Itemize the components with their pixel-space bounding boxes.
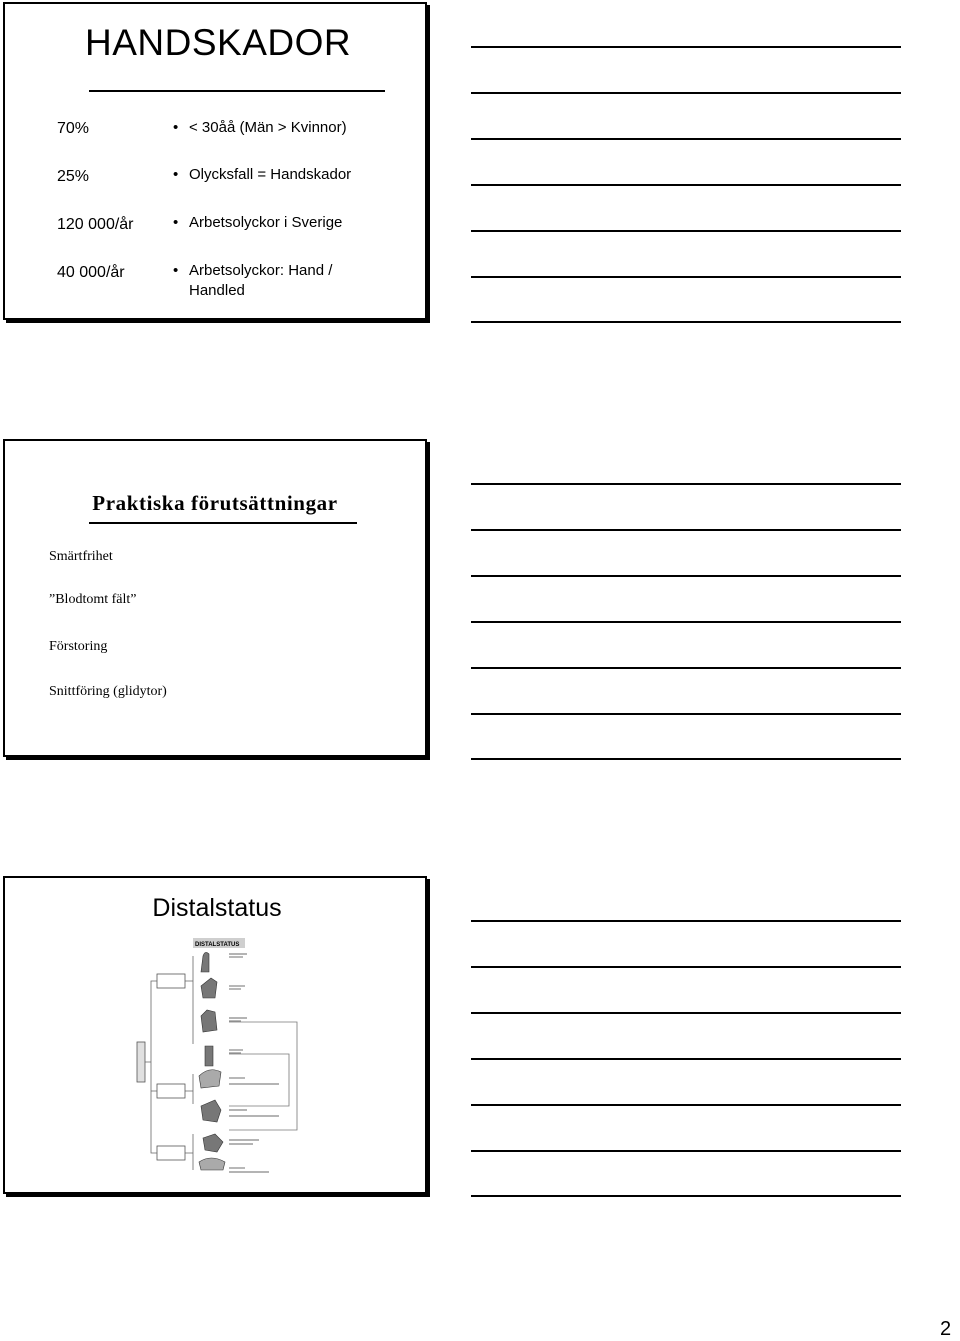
note-line (471, 621, 901, 623)
title-underline (89, 90, 385, 92)
hand-illustration (201, 952, 209, 972)
bullet-text-continued: Handled (189, 282, 245, 299)
note-line (471, 321, 901, 323)
note-line (471, 276, 901, 278)
page-number: 2 (940, 1318, 952, 1340)
note-line (471, 1195, 901, 1197)
diagram-side-label-box (137, 1042, 145, 1082)
list-item: Smärtfrihet (49, 549, 113, 564)
note-line (471, 575, 901, 577)
bullet-text: < 30åå (Män > Kvinnor) (189, 119, 347, 136)
note-line (471, 758, 901, 760)
slide-distalstatus (3, 876, 427, 1194)
note-line (471, 1104, 901, 1106)
stat-value: 120 000/år (57, 216, 134, 233)
note-line (471, 920, 901, 922)
hand-illustration (199, 1158, 225, 1170)
stat-value: 70% (57, 120, 90, 137)
diagram-box (157, 1084, 185, 1098)
bullet-icon: • (173, 262, 179, 279)
hand-illustration (199, 1070, 221, 1088)
slide-handskador (3, 2, 427, 320)
hand-illustration (205, 1046, 213, 1066)
note-line (471, 966, 901, 968)
diagram-connector (229, 1022, 297, 1130)
bullet-text: Arbetsolyckor: Hand / (189, 262, 333, 279)
list-item: Snittföring (glidytor) (49, 684, 167, 699)
note-line (471, 230, 901, 232)
hand-illustration (201, 1100, 221, 1122)
diagram-box (157, 1146, 185, 1160)
note-line (471, 138, 901, 140)
slide-title: HANDSKADOR (85, 22, 352, 63)
diagram-heading: DISTALSTATUS (195, 942, 240, 948)
bullet-icon: • (173, 166, 179, 183)
list-item: ”Blodtomt fält” (49, 592, 137, 607)
stat-value: 25% (57, 168, 90, 185)
stat-value: 40 000/år (57, 264, 125, 281)
title-underline (89, 522, 357, 524)
list-item: Förstoring (49, 639, 108, 654)
note-line (471, 1058, 901, 1060)
hand-illustration (201, 1010, 217, 1032)
slide-title: Praktiska förutsättningar (92, 491, 338, 515)
note-line (471, 483, 901, 485)
note-line (471, 529, 901, 531)
diagram-connector (145, 981, 157, 1153)
bullet-text: Olycksfall = Handskador (189, 166, 352, 183)
bullet-icon: • (173, 119, 179, 136)
note-line (471, 1012, 901, 1014)
distalstatus-diagram (129, 934, 305, 1178)
note-line (471, 1150, 901, 1152)
hand-illustration (203, 1134, 223, 1152)
diagram-box (157, 974, 185, 988)
note-line (471, 92, 901, 94)
diagram-connector (185, 956, 193, 1170)
note-line (471, 46, 901, 48)
slide-praktiska-forutsattningar (3, 439, 427, 757)
note-line (471, 667, 901, 669)
hand-illustration (201, 978, 217, 998)
bullet-icon: • (173, 214, 179, 231)
note-line (471, 184, 901, 186)
bullet-text: Arbetsolyckor i Sverige (189, 214, 343, 231)
note-line (471, 713, 901, 715)
slide-title: Distalstatus (152, 894, 282, 922)
